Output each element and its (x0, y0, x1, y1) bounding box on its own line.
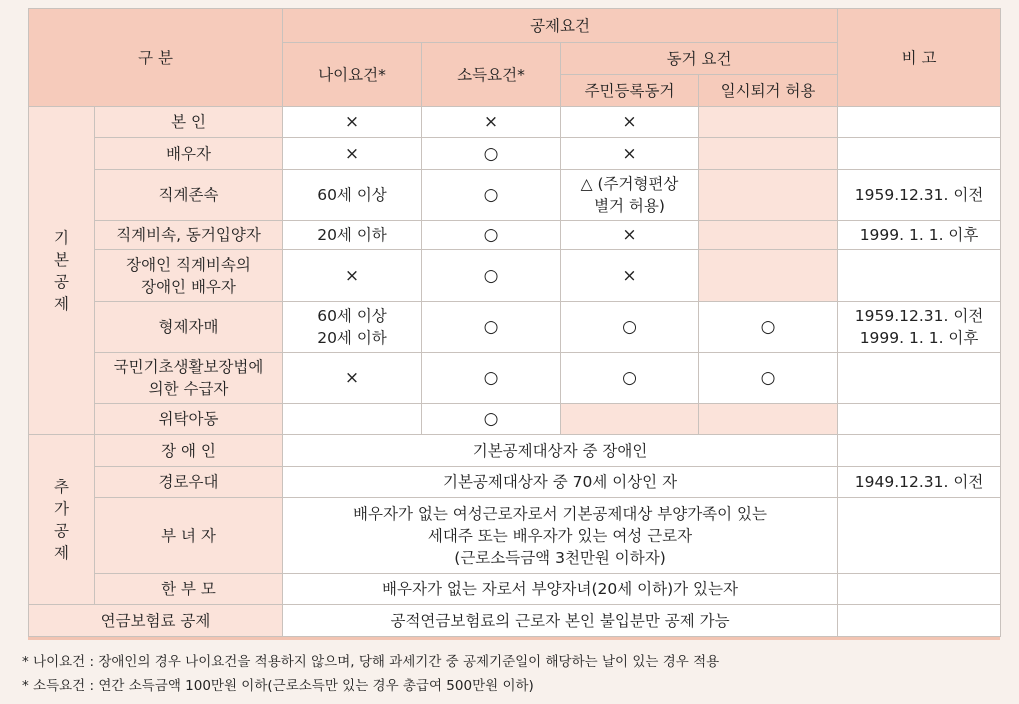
header-temporary: 일시퇴거 허용 (699, 75, 838, 107)
row-label: 배우자 (95, 138, 283, 170)
cell-temporary (699, 404, 838, 435)
cell-age: 60세 이상 20세 이하 (283, 302, 422, 353)
deduction-table-wrapper (28, 8, 1000, 640)
cell-temporary: ○ (699, 302, 838, 353)
cell-resident: × (561, 138, 699, 170)
cell-income: ○ (422, 250, 561, 302)
group-additional: 추 가 공 제 (29, 435, 95, 605)
cell-remark (838, 138, 1001, 170)
cell-description: 배우자가 없는 여성근로자로서 기본공제대상 부양가족이 있는 세대주 또는 배우자가 있는 여성 근로자 (근로소득금액 3천만원 이하자) (283, 498, 838, 574)
cell-description: 공적연금보험료의 근로자 본인 불입분만 공제 가능 (283, 605, 838, 637)
cell-remark: 1959.12.31. 이전 (838, 170, 1001, 221)
cell-temporary (699, 221, 838, 250)
cell-temporary (699, 107, 838, 138)
cell-temporary (699, 170, 838, 221)
cell-age: × (283, 353, 422, 404)
cell-description: 기본공제대상자 중 장애인 (283, 435, 838, 467)
cell-remark (838, 605, 1001, 637)
cell-age: × (283, 250, 422, 302)
cell-remark (838, 107, 1001, 138)
cell-income: ○ (422, 170, 561, 221)
cell-remark (838, 404, 1001, 435)
header-requirements: 공제요건 (283, 9, 838, 43)
cell-remark (838, 574, 1001, 605)
cell-resident: ○ (561, 353, 699, 404)
cell-income: ○ (422, 302, 561, 353)
cell-age: × (283, 138, 422, 170)
cell-temporary (699, 250, 838, 302)
cell-temporary: ○ (699, 353, 838, 404)
row-label-pension: 연금보험료 공제 (29, 605, 283, 637)
cell-age (283, 404, 422, 435)
cell-description: 기본공제대상자 중 70세 이상인 자 (283, 467, 838, 498)
cell-income: ○ (422, 353, 561, 404)
cell-remark: 1959.12.31. 이전 1999. 1. 1. 이후 (838, 302, 1001, 353)
cell-remark (838, 353, 1001, 404)
cell-resident: × (561, 107, 699, 138)
row-label: 장 애 인 (95, 435, 283, 467)
header-cohabit: 동거 요건 (561, 43, 838, 75)
header-age: 나이요건* (283, 43, 422, 107)
group-basic: 기 본 공 제 (29, 107, 95, 435)
cell-remark (838, 250, 1001, 302)
deduction-table (28, 8, 1001, 637)
table-bottom-rule (28, 637, 1000, 640)
footnote-age: * 나이요건 : 장애인의 경우 나이요건을 적용하지 않으며, 당해 과세기간 중 공제기준일이 해당하는 날이 있는 경우 적용 (22, 654, 720, 670)
footnotes (22, 650, 719, 698)
cell-income: × (422, 107, 561, 138)
footnote-income: * 소득요건 : 연간 소득금액 100만원 이하(근로소득만 있는 경우 총급여 500만원 이하) (22, 678, 534, 694)
row-label: 위탁아동 (95, 404, 283, 435)
cell-resident: ○ (561, 302, 699, 353)
row-label: 직계존속 (95, 170, 283, 221)
row-label: 형제자매 (95, 302, 283, 353)
header-category: 구 분 (29, 9, 283, 107)
header-income: 소득요건* (422, 43, 561, 107)
cell-temporary (699, 138, 838, 170)
row-label: 본 인 (95, 107, 283, 138)
row-label: 직계비속, 동거입양자 (95, 221, 283, 250)
cell-description: 배우자가 없는 자로서 부양자녀(20세 이하)가 있는자 (283, 574, 838, 605)
cell-age: 20세 이하 (283, 221, 422, 250)
cell-remark (838, 498, 1001, 574)
cell-income: ○ (422, 404, 561, 435)
cell-resident: × (561, 221, 699, 250)
row-label: 부 녀 자 (95, 498, 283, 574)
cell-remark: 1949.12.31. 이전 (838, 467, 1001, 498)
cell-age: 60세 이상 (283, 170, 422, 221)
cell-resident: × (561, 250, 699, 302)
header-resident: 주민등록동거 (561, 75, 699, 107)
row-label: 국민기초생활보장법에 의한 수급자 (95, 353, 283, 404)
row-label: 장애인 직계비속의 장애인 배우자 (95, 250, 283, 302)
cell-income: ○ (422, 221, 561, 250)
row-label: 한 부 모 (95, 574, 283, 605)
cell-income: ○ (422, 138, 561, 170)
cell-resident: △ (주거형편상 별거 허용) (561, 170, 699, 221)
cell-remark: 1999. 1. 1. 이후 (838, 221, 1001, 250)
cell-resident (561, 404, 699, 435)
row-label: 경로우대 (95, 467, 283, 498)
header-remarks: 비 고 (838, 9, 1001, 107)
cell-remark (838, 435, 1001, 467)
cell-age: × (283, 107, 422, 138)
